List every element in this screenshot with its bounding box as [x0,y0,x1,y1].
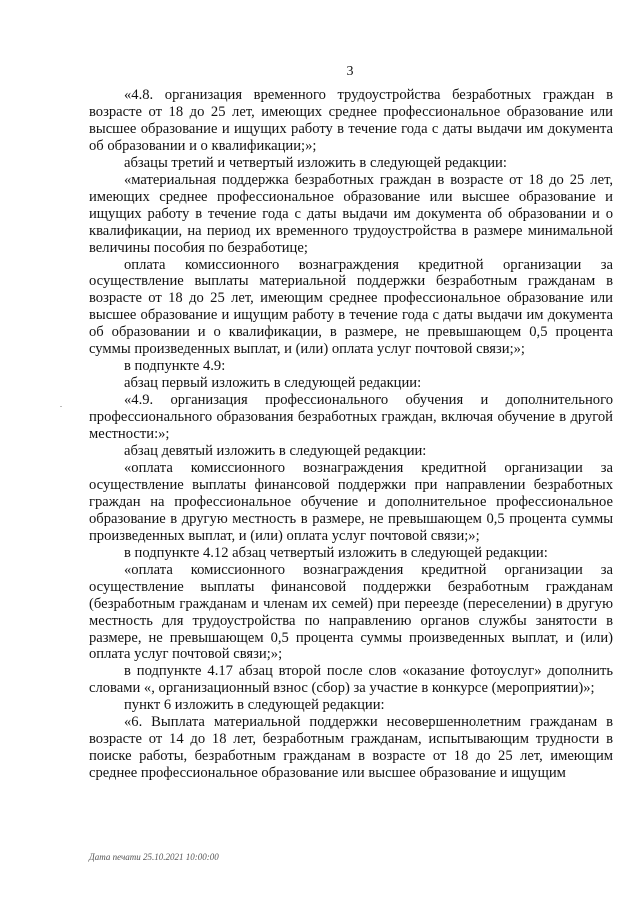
paragraph-commission-fee-2: «оплата комиссионного вознаграждения кредитной организации за осуществление выплаты финансовой поддержки при направлении безработных граждан на профессиональное обучение и дополнительное профессиональное образование в другую местность в размере, не превышающем 0,5 процента суммы произведенных выплат, и (или) оплата услуг почтовой связи;»; [89,459,613,544]
paragraph-instruction-ninth: абзац девятый изложить в следующей редакции: [124,443,427,460]
paragraph-subclause-4-9: в подпункте 4.9: [124,358,226,375]
page-number: 3 [346,64,354,79]
paragraph-material-support: «материальная поддержка безработных граждан в возрасте от 18 до 25 лет, имеющих среднее профессиональное образование или высшее образование и ищущих работу в течение года с даты выдачи им документа об образовании и о квалификации, на период их временного трудоустройства в размере минимальной величины пособия по безработице; [89,171,613,256]
paragraph-4-8: «4.8. организация временного трудоустройства безработных граждан в возрасте от 18 до 25 лет, имеющих среднее профессиональное образование или высшее образование и ищущих работу в течение года с даты выдачи им документа об образовании и о квалификации;»; [89,87,613,154]
paragraph-instruction-3-4: абзацы третий и четвертый изложить в следующей редакции: [124,154,507,171]
paragraph-subclause-4-12: в подпункте 4.12 абзац четвертый изложить в следующей редакции: [124,544,548,561]
paragraph-clause-6: «6. Выплата материальной поддержки несовершеннолетним гражданам в возрасте от 14 до 18 лет, безработным гражданам, испытывающим трудности в поиске работы, безработным гражданам в возрасте от 18 до 25 лет, имеющим среднее профессиональное образование или высшее образование и ищущим [89,714,613,782]
paragraph-subclause-4-17: в подпункте 4.17 абзац второй после слов «оказание фотоуслуг» дополнить словами «, организационный взнос (сбор) за участие в конкурсе (мероприятии)»; [89,663,613,697]
paragraph-4-9: «4.9. организация профессионального обучения и дополнительного профессионального образования безработных граждан, включая обучение в другой местности:»; [89,392,613,443]
paragraph-clause-6-instruction: пункт 6 изложить в следующей редакции: [124,697,385,714]
scan-speck [60,406,62,407]
paragraph-commission-fee-1: оплата комиссионного вознаграждения кредитной организации за осуществление выплаты материальной поддержки безработным гражданам в возрасте от 18 до 25 лет, имеющим среднее профессиональное образование или высшее образование и ищущим работу в течение года с даты выдачи им документа об образовании и о квалификации, в размере, не превышающем 0,5 процента суммы произведенных выплат, и (или) оплата услуг почтовой связи;»; [89,256,613,358]
document-body [89,87,613,782]
print-date-footer: Дата печати 25.10.2021 10:00:00 [89,852,219,862]
paragraph-commission-fee-3: «оплата комиссионного вознаграждения кредитной организации за осуществление выплаты финансовой поддержки безработным гражданам (безработным гражданам и членам их семей) при переезде (переселении) в другую местность для трудоустройства по направлению органов службы занятости в размере, не превышающем 0,5 процента суммы произведенных выплат, и (или) оплата услуг почтовой связи;»; [89,561,613,663]
paragraph-instruction-first: абзац первый изложить в следующей редакции: [124,375,422,392]
